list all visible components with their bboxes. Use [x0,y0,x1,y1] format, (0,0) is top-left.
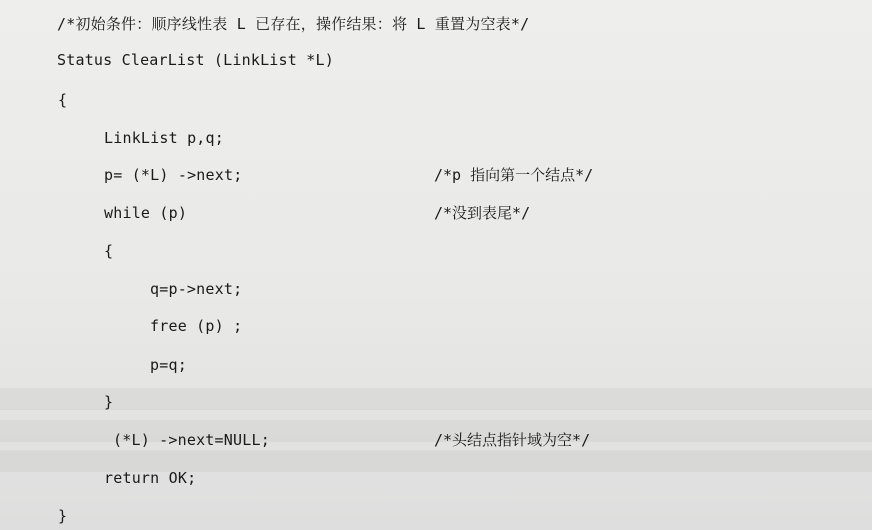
code-line-8: free (p) ; [150,317,243,335]
header-comment: /*初始条件：顺序线性表 L 已存在，操作结果：将 L 重置为空表*/ [57,15,530,33]
comment-line-4: /*p 指向第一个结点*/ [434,166,594,184]
code-line-4: p= (*L) ->next; [104,166,243,184]
code-line-7: q=p->next; [150,280,243,298]
code-line-5: while (p) [104,204,188,222]
code-line-12: return OK; [104,469,197,487]
code-line-1: Status ClearList (LinkList *L) [57,51,334,69]
code-line-11: (*L) ->next=NULL; [113,431,270,449]
comment-line-5: /*没到表尾*/ [434,204,531,222]
code-line-2: { [58,91,68,109]
code-line-9: p=q; [150,356,187,374]
code-line-13: } [58,507,68,525]
code-line-3: LinkList p,q; [104,129,224,147]
code-line-10: } [104,393,114,411]
bleed-through-band [0,388,872,410]
comment-line-11: /*头结点指针域为空*/ [434,431,591,449]
code-line-6: { [104,242,114,260]
